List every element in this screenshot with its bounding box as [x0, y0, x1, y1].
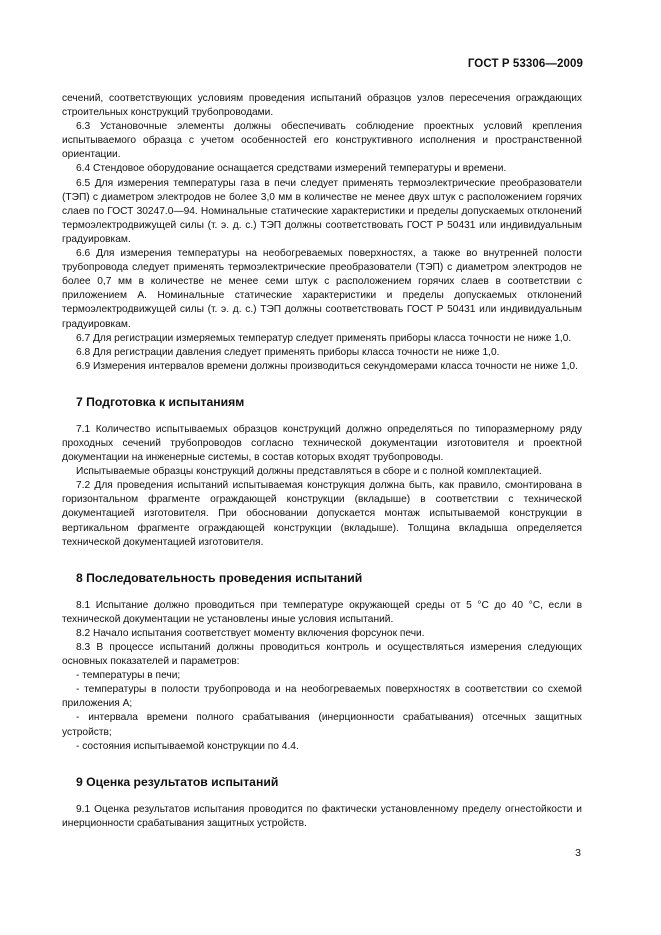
- document-body: [62, 92, 582, 831]
- paragraph-6-8: 6.8 Для регистрации давления следует применять приборы класса точности не ниже 1,0.: [76, 346, 500, 358]
- paragraph-6-4: 6.4 Стендовое оборудование оснащается средствами измерений температуры и времени.: [76, 163, 507, 175]
- paragraph-6-3: 6.3 Установочные элементы должны обеспечивать соблюдение проектных условий крепления испытываемого образца с учетом особенностей его конструктивного исполнения и пространственной ориентации.: [62, 121, 582, 161]
- document-id-header: ГОСТ Р 53306—2009: [467, 58, 583, 70]
- parameter-list: [62, 669, 582, 754]
- paragraph-7-1: 7.1 Количество испытываемых образцов конструкций должно определяться по типоразмерному ряду проходных сечений трубопроводов согласно технической документации изготовителя и проектной документации на инженерные системы, в состав которых входят трубопроводы.: [62, 423, 582, 464]
- list-item: - состояния испытываемой конструкции по 4.4.: [76, 740, 299, 752]
- section-9-heading: 9 Оценка результатов испытаний: [76, 774, 279, 789]
- page-number: 3: [575, 847, 581, 859]
- paragraph-6-5: 6.5 Для измерения температуры газа в печи следует применять термоэлектрические преобразователи (ТЭП) с диаметром электродов не более 3,0 мм в количестве не менее двух штук с расположением горячих слаев по ГОСТ 30247.0—94. Номинальные статические характеристики и пределы допускаемых отклонений термоэлектродвижущей силы (т. э. д. с.) ТЭП должны соответствовать ГОСТ Р 50431 или индивидуальным градуировкам.: [62, 177, 582, 245]
- paragraph-8-3: 8.3 В процессе испытаний должны проводиться контроль и осуществляться измерения следующих основных показателей и параметров:: [62, 642, 582, 668]
- paragraph-8-1: 8.1 Испытание должно проводиться при температуре окружающей среды от 5 °С до 40 °С, если в технической документации не установлены иные условия испытаний.: [62, 599, 582, 625]
- paragraph-6-9: 6.9 Измерения интервалов времени должны производиться секундомерами класса точности не ниже 1,0.: [76, 360, 578, 372]
- paragraph-8-2: 8.2 Начало испытания соответствует моменту включения форсунок печи.: [76, 627, 425, 639]
- list-item: - температуры в печи;: [76, 670, 181, 682]
- paragraph-9-1: 9.1 Оценка результатов испытания проводится по фактически установленному пределу огнестойкости и инерционности срабатывания защитных устройств.: [62, 803, 582, 829]
- section-8-heading: 8 Последовательность проведения испытаний: [76, 570, 363, 585]
- paragraph-7-1-b: Испытываемые образцы конструкций должны представляться в сборе и с полной комплектацией.: [76, 466, 542, 478]
- paragraph-6-6: 6.6 Для измерения температуры на необогреваемых поверхностях, а также во внутренней полости трубопровода следует применять термоэлектрические преобразователи (ТЭП) с диаметром электродов не более 0,7 мм в количестве не менее семи штук с расположением горячих слаев в соответствии с приложением А. Номинальные статические характеристики и пределы допускаемых отклонений термоэлектродвижущей силы (т. э. д. с.) ТЭП должны соответствовать ГОСТ Р 50431 или индивидуальным градуировкам.: [62, 248, 582, 330]
- list-item: - температуры в полости трубопровода и на необогреваемых поверхностях в соответствии со схемой приложения А;: [62, 684, 582, 710]
- section-7-heading: 7 Подготовка к испытаниям: [76, 394, 245, 409]
- list-item: - интервала времени полного срабатывания (инерционности срабатывания) отсечных защитных устройств;: [62, 712, 582, 738]
- paragraph-7-2: 7.2 Для проведения испытаний испытываемая конструкция должна быть, как правило, смонтирована в горизонтальном фрагменте ограждающей конструкции (вкладыше) в соответствии с технической документацией изготовителя. При обосновании допускается монтаж испытываемой конструкции в вертикальном фрагменте ограждающей конструкции (вкладыше). Толщина вкладыша определяется технической документацией изготовителя.: [62, 480, 582, 548]
- paragraph-6-2-continuation: сечений, соответствующих условиям проведения испытаний образцов узлов пересечения ограждающих строительных конструкций трубопроводами.: [62, 93, 582, 119]
- paragraph-6-7: 6.7 Для регистрации измеряемых температур следует применять приборы класса точности не ниже 1,0.: [76, 332, 572, 344]
